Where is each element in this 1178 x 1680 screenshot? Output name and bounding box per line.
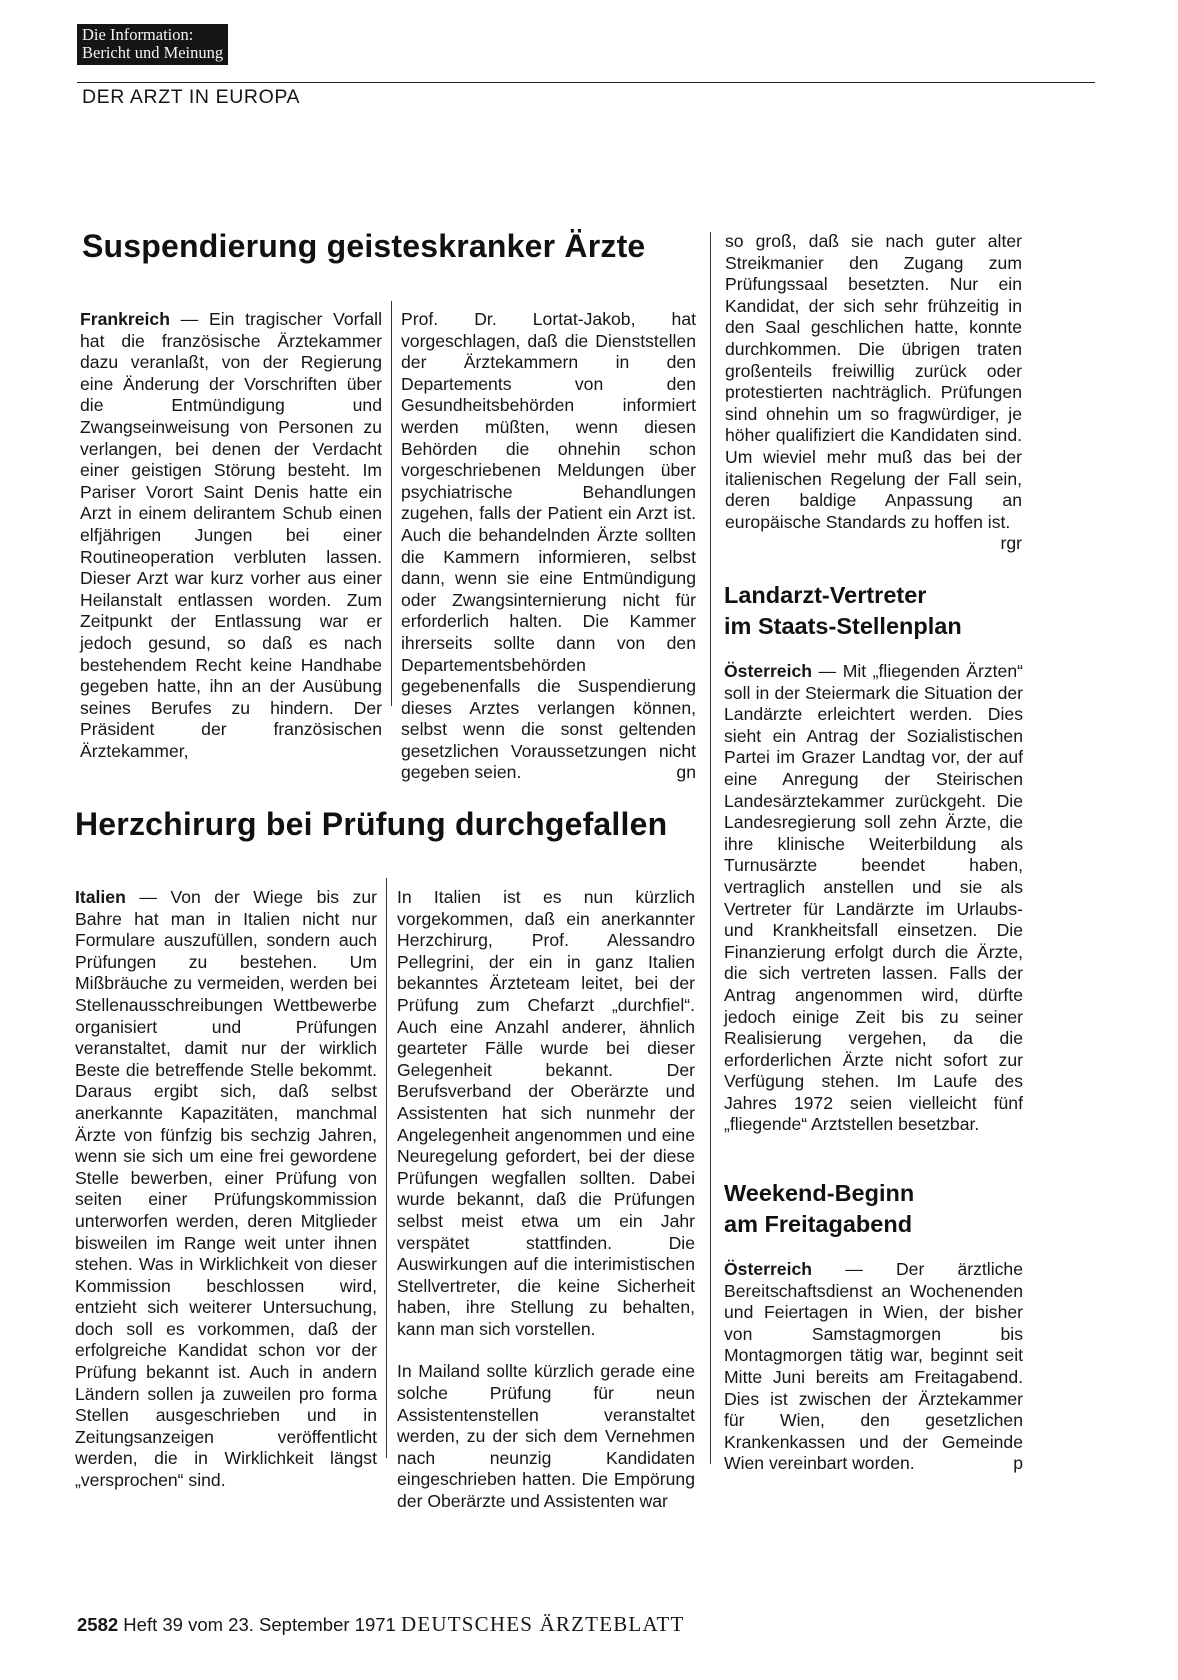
author-signature: rgr <box>1000 533 1022 554</box>
author-signature: p <box>1013 1453 1023 1474</box>
herzchirurg-column-3 <box>725 231 1022 555</box>
country-label: Österreich <box>724 1259 813 1279</box>
herzchirurg-column-1 <box>75 887 377 1492</box>
article-title-weekend <box>724 1178 914 1240</box>
landarzt-text: — Mit „fliegenden Ärzten“ soll in der Steiermark die Situation der Landärzte erleichtert werden. Dies sieht ein Antrag der Sozialistischen Partei im Grazer Landtag vor, der auf eine Anregung der Steirischen Landesärztekammer zurückgeht. Die Landesregierung soll zehn Ärzte, die ihre klinische Weiterbildung als Turnusärzte beendet haben, vertraglich anstellen und sie als Vertreter für Landärzte im Urlaubs- und Krankheitsfall einsetzen. Die Finanzierung erfolgt durch die Ärzte, die sich vertreten lassen. Falls der Antrag angenommen wird, dürfte jedoch einige Zeit bis zu seiner Realisierung vergehen, da die erforderlichen Ärzte nicht sofort zur Verfügung stehen. Im Laufe des Jahres 1972 seien vielleicht fünf „fliegende“ Arztstellen besetzbar. <box>724 661 1023 1135</box>
suspendierung-column-2 <box>401 309 696 784</box>
magazine-name: DEUTSCHES ÄRZTEBLATT <box>400 1612 685 1636</box>
weekend-column <box>724 1259 1023 1475</box>
column-divider <box>391 301 392 706</box>
title-line: Landarzt-Vertreter <box>724 582 927 608</box>
country-label: Österreich <box>724 661 813 681</box>
column-divider <box>710 232 711 1464</box>
herzchirurg-column-2 <box>397 887 695 1513</box>
herzchirurg-text-3: so groß, daß sie nach guter alter Streikmanier den Zugang zum Prüfungssaal besetzten. Nur ein Kandidat, der sich sehr frühzeitig in den Saal geschlichen hatte, konnte durchkommen. Die übrigen traten großenteils freiwillig zurück oder protestierten nachträglich. Prüfungen sind ohnehin um so fragwürdiger, je höher qualifiziert die Kandidaten sind. Um wieviel mehr muß das bei der italienischen Regelung der Fall sein, deren baldige Anpassung an europäische Standards zu hoffen ist. <box>725 231 1022 532</box>
header-rule <box>77 82 1095 83</box>
author-signature: gn <box>676 762 696 783</box>
suspendierung-text-2: Prof. Dr. Lortat-Jakob, hat vorgeschlagen, daß die Dienststellen der Ärztekammern in den Departements von den Gesundheitsbehörden informiert werden müßten, wenn diesen Behörden die ohnehin schon vorgeschriebenen Meldungen über psychiatrische Behandlungen zugehen, falls der Patient ein Arzt ist. Auch die behandelnden Ärzte sollten die Kammern informieren, selbst dann, wenn sie eine Entmündigung oder Zwangsinternierung nicht für erforderlich halten. Die Kammer ihrerseits sollte dann von den Departementsbehörden gegebenenfalls die Suspendierung dieses Arztes verlangen können, selbst wenn die sonst geltenden gesetzlichen Voraussetzungen nicht gegeben seien. <box>401 309 696 783</box>
title-line: im Staats-Stellenplan <box>724 613 962 639</box>
country-label: Italien <box>75 887 126 907</box>
column-divider <box>386 878 387 1458</box>
title-line: am Freitagabend <box>724 1211 913 1237</box>
section-title: DER ARZT IN EUROPA <box>82 86 301 108</box>
landarzt-column <box>724 661 1023 1136</box>
title-line: Weekend-Beginn <box>724 1180 915 1206</box>
suspendierung-column-1 <box>80 309 382 762</box>
herzchirurg-text-1: — Von der Wiege bis zur Bahre hat man in Italien nicht nur Formulare auszufüllen, sondern auch Prüfungen zu bestehen. Um Mißbräuche zu vermeiden, werden bei Stellenausschreibungen Wettbewerbe organisiert und Prüfungen veranstaltet, damit nur der wirklich Beste die betreffende Stelle bekommt. Daraus ergibt sich, daß selbst anerkannte Kapazitäten, manchmal Ärzte von fünfzig bis sechzig Jahren, wenn sie sich um eine frei gewordene Stelle bewerben, einer Prüfung von seiten einer Prüfungskommission unterworfen werden, deren Mitglieder bisweilen im Range weit unter ihnen stehen. Was in Wirklichkeit von dieser Kommission beschlossen wird, entzieht sich weiterer Untersuchung, doch soll es vorkommen, daß der erfolgreiche Kandidat schon vor der Prüfung bekannt ist. Auch in andern Ländern sollen ja zuweilen pro forma Stellen ausgeschrieben und in Zeitungsanzeigen veröffentlicht werden, die in Wirklichkeit längst „versprochen“ sind. <box>75 887 377 1491</box>
page-number: 2582 <box>77 1614 119 1635</box>
rubric-line-2: Bericht und Meinung <box>82 43 224 62</box>
herzchirurg-paragraph: In Mailand sollte kürzlich gerade eine solche Prüfung für neun Assistentenstellen veranstaltet werden, zu der sich dem Vernehmen nach neunzig Kandidaten eingeschrieben hatten. Die Empörung der Oberärzte und Assistenten war <box>397 1361 695 1512</box>
article-title-herzchirurg: Herzchirurg bei Prüfung durchgefallen <box>75 806 668 842</box>
country-label: Frankreich <box>80 309 170 329</box>
herzchirurg-paragraph: In Italien ist es nun kürzlich vorgekommen, daß ein anerkannter Herzchirurg, Prof. Alessandro Pellegrini, der ein in ganz Italien bekanntes Ärzteteam leitet, bei der Prüfung zum Chefarzt „durchfiel“. Auch eine Anzahl anderer, ähnlich gearteter Fälle wurde bei dieser Gelegenheit bekannt. Der Berufsverband der Oberärzte und Assistenten hat sich nunmehr der Angelegenheit angenommen und eine Neuregelung gefordert, bei der diese Prüfungen wegfallen sollten. Dabei wurde bekannt, daß die Prüfungen selbst meist etwa um ein Jahr verspätet stattfinden. Die Auswirkungen auf die interimistischen Stellvertreter, die keine Sicherheit haben, ihre Stellung zu behalten, kann man sich vorstellen. <box>397 887 695 1339</box>
weekend-text: — Der ärztliche Bereitschaftsdienst an Wochenenden und Feiertagen in Wien, der bisher von Samstagmorgen bis Montagmorgen tätig war, beginnt seit Mitte Juni bereits am Freitagabend. Dies ist zwischen der Ärztekammer für Wien, den gesetzlichen Krankenkassen und der Gemeinde Wien vereinbart worden. <box>724 1259 1023 1474</box>
article-title-landarzt <box>724 580 962 642</box>
page-footer <box>77 1612 685 1637</box>
rubric-line-1: Die Information: <box>82 25 194 44</box>
article-title-suspendierung: Suspendierung geisteskranker Ärzte <box>82 228 646 264</box>
suspendierung-text-1: — Ein tragischer Vorfall hat die französische Ärztekammer dazu veranlaßt, von der Regierung eine Änderung der Vorschriften über die Entmündigung und Zwangseinweisung von Personen zu verlangen, bei denen der Verdacht einer geistigen Störung besteht. Im Pariser Vorort Saint Denis hatte ein Arzt in einem delirantem Schub einen elfjährigen Jungen bei einer Routineoperation verbluten lassen. Dieser Arzt war kurz vorher aus einer Heilanstalt entlassen worden. Zum Zeitpunkt der Entlassung war er jedoch gesund, so daß es nach bestehendem Recht keine Handhabe gegeben hatte, ihn an der Ausübung seines Berufes zu hindern. Der Präsident der französischen Ärztekammer, <box>80 309 382 761</box>
rubric-badge <box>77 24 228 65</box>
issue-info: Heft 39 vom 23. September 1971 <box>118 1614 401 1635</box>
